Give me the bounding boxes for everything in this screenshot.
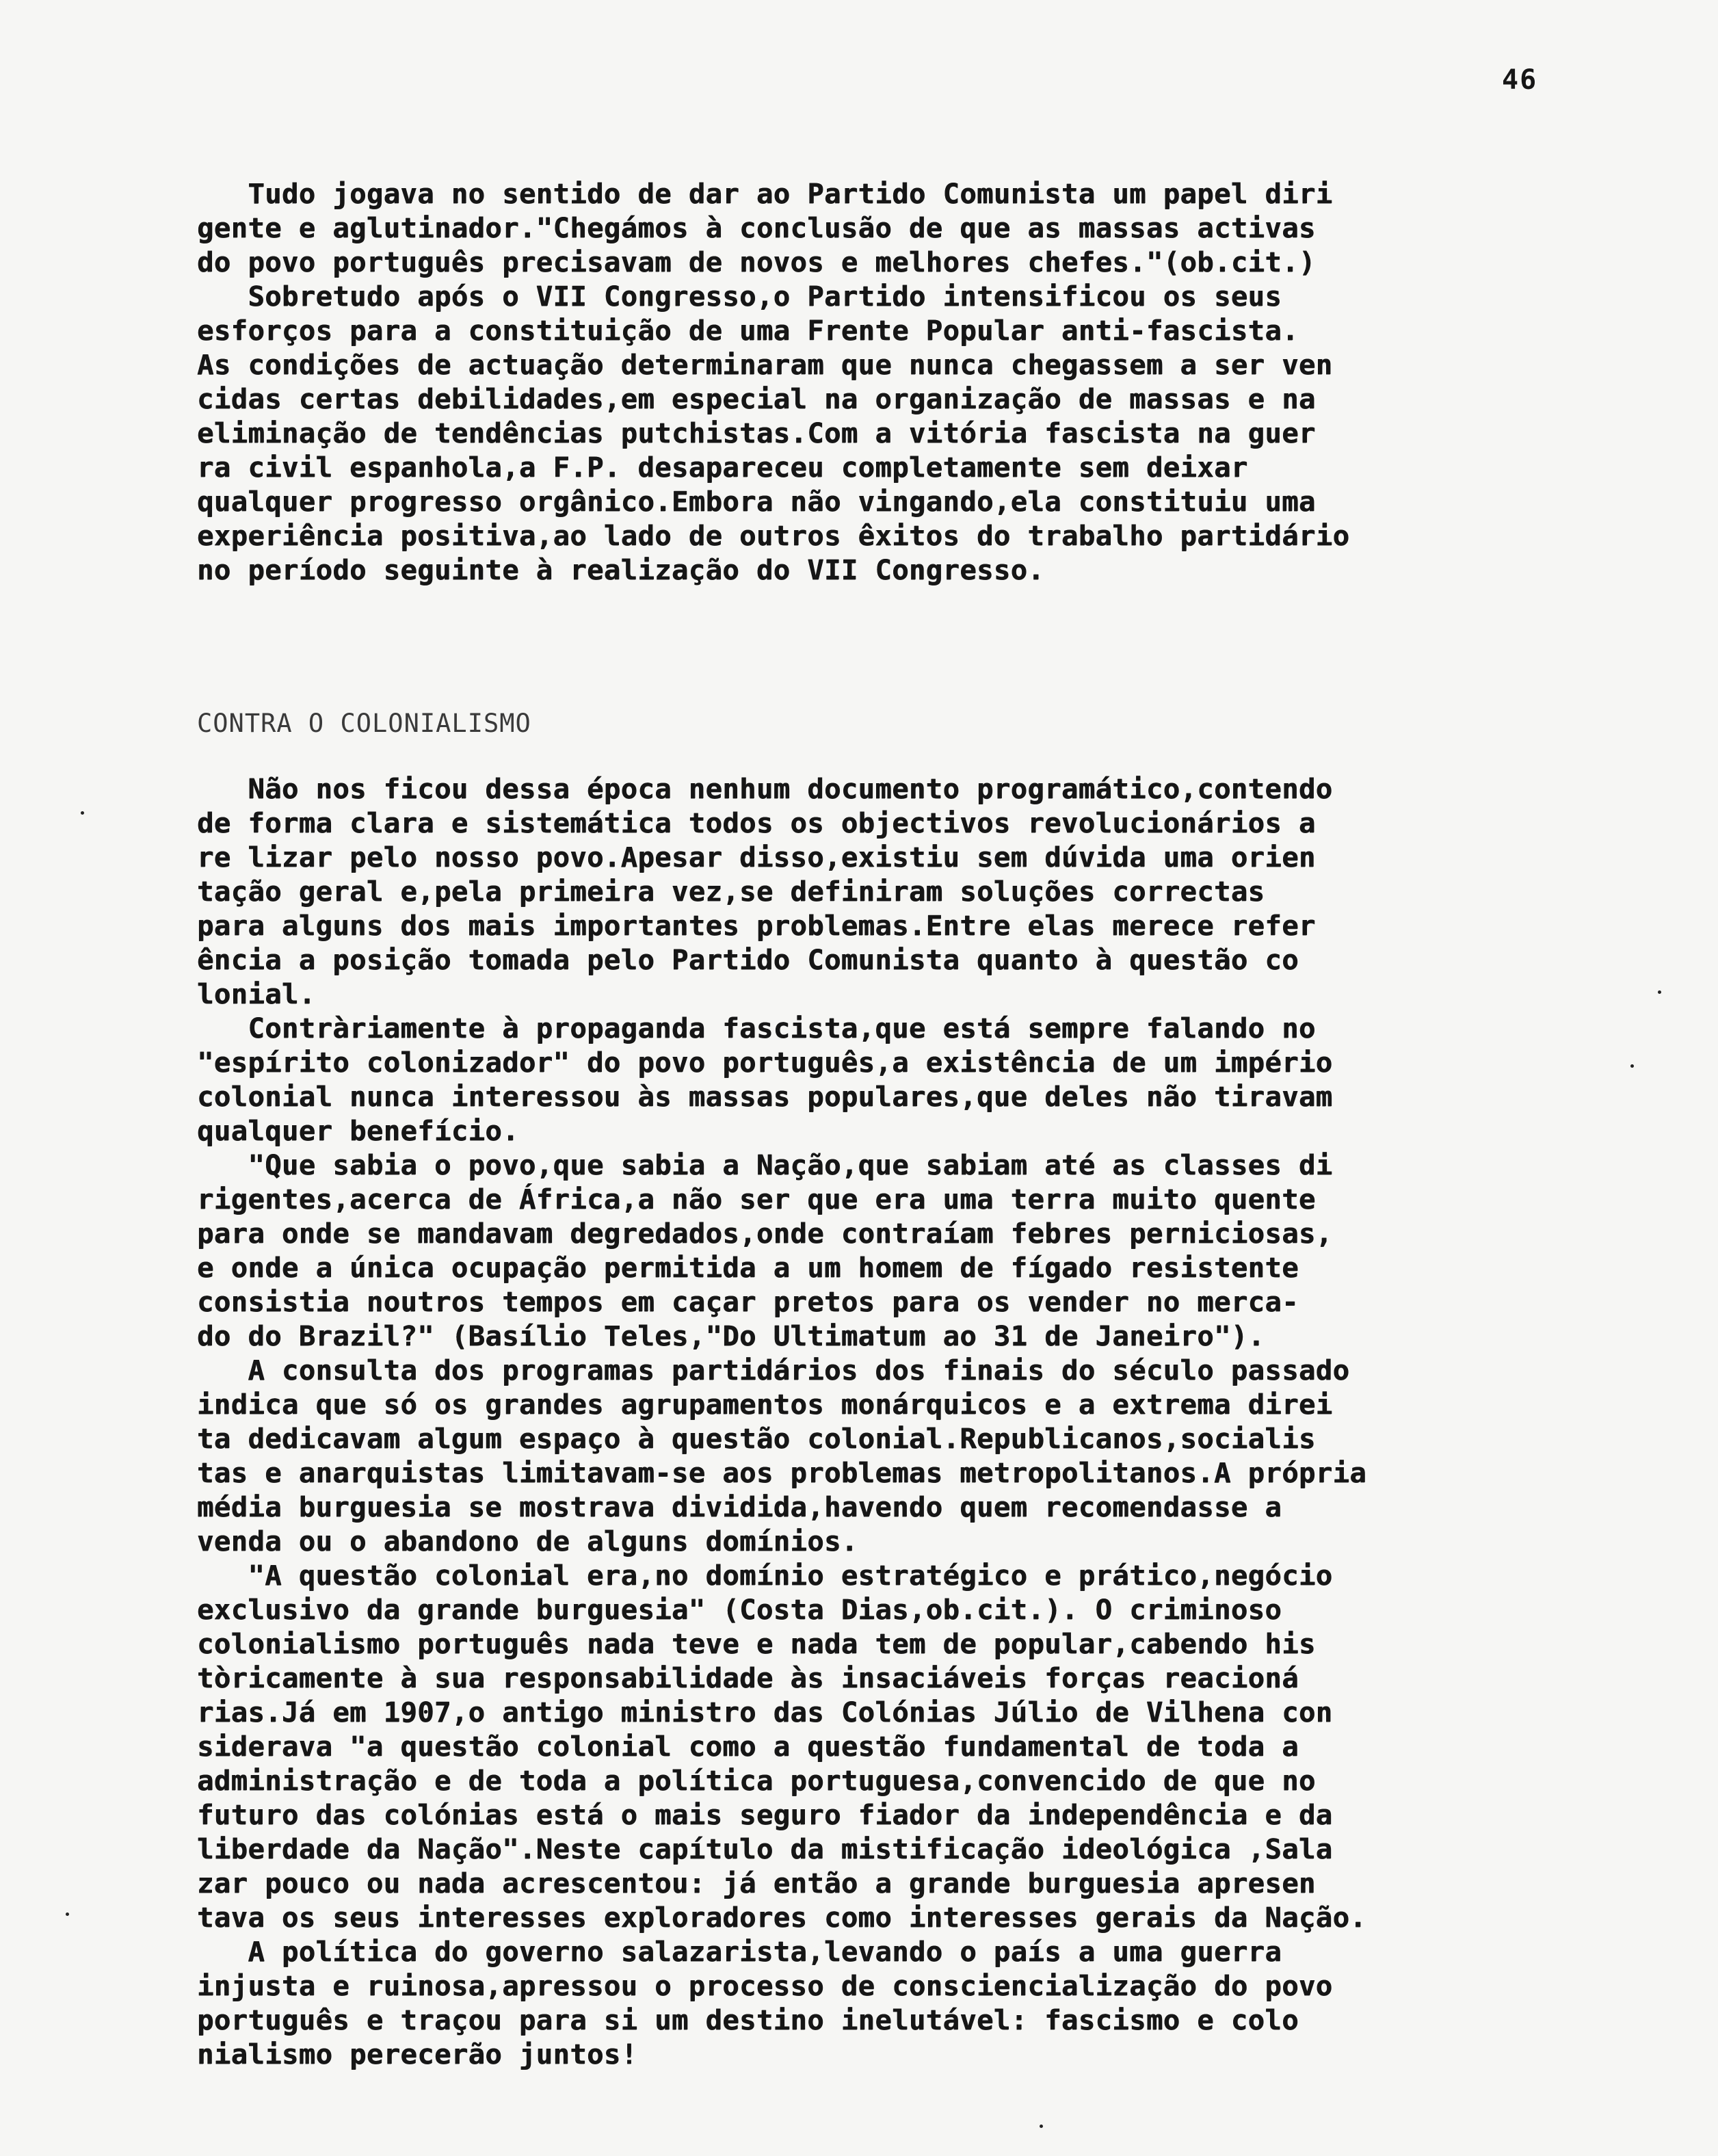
scan-speck [1658, 990, 1661, 994]
text-line: tação geral e,pela primeira vez,se definiram soluções correctas [197, 875, 1265, 908]
text-line: gente e aglutinador."Chegámos à conclusão de que as massas activas [197, 211, 1316, 244]
section-intro [197, 176, 1606, 587]
text-line: português e traçou para si um destino inelutável: fascismo e colo [197, 2003, 1299, 2036]
text-line: siderava "a questão colonial como a questão fundamental de toda a [197, 1730, 1299, 1763]
section-colonialism [197, 772, 1606, 2071]
text-line: futuro das colónias está o mais seguro fiador da independência e da [197, 1798, 1333, 1831]
text-line: zar pouco ou nada acrescentou: já então a grande burguesia apresen [197, 1867, 1316, 1899]
scan-speck [1630, 1064, 1634, 1068]
text-line: Sobretudo após o VII Congresso,o Partido intensificou os seus [197, 280, 1282, 313]
text-line: "espírito colonizador" do povo português,a existência de um império [197, 1046, 1333, 1079]
text-line: As condições de actuação determinaram que nunca chegassem a ser ven [197, 348, 1333, 381]
text-line: do do Brazil?" (Basílio Teles,"Do Ultimatum ao 31 de Janeiro"). [197, 1319, 1265, 1352]
text-line: nialismo perecerão juntos! [197, 2038, 638, 2070]
scan-speck [66, 1912, 69, 1916]
text-line: no período seguinte à realização do VII Congresso. [197, 553, 1045, 586]
scan-speck [81, 811, 84, 815]
text-line: esforços para a constituição de uma Frente Popular anti-fascista. [197, 314, 1299, 347]
text-line: rigentes,acerca de África,a não ser que era uma terra muito quente [197, 1183, 1316, 1215]
text-line: liberdade da Nação".Neste capítulo da mistificação ideológica ,Sala [197, 1832, 1333, 1865]
text-line: Tudo jogava no sentido de dar ao Partido Comunista um papel diri [197, 177, 1333, 210]
text-line: tòricamente à sua responsabilidade às insaciáveis forças reacioná [197, 1661, 1299, 1694]
text-line: injusta e ruinosa,apressou o processo de consciencialização do povo [197, 1969, 1333, 2002]
text-line: Contràriamente à propaganda fascista,que está sempre falando no [197, 1012, 1316, 1044]
text-line: ra civil espanhola,a F.P. desapareceu completamente sem deixar [197, 451, 1248, 484]
text-line: qualquer benefício. [197, 1114, 519, 1147]
text-line: e onde a única ocupação permitida a um homem de fígado resistente [197, 1251, 1299, 1284]
text-line: lonial. [197, 977, 316, 1010]
scan-speck [1040, 2125, 1043, 2128]
text-line: de forma clara e sistemática todos os objectivos revolucionários a [197, 806, 1316, 839]
text-line: A consulta dos programas partidários dos finais do século passado [197, 1354, 1350, 1386]
text-line: indica que só os grandes agrupamentos monárquicos e a extrema direi [197, 1388, 1333, 1421]
text-line: administração e de toda a política portuguesa,convencido de que no [197, 1764, 1316, 1797]
text-line: cidas certas debilidades,em especial na organização de massas e na [197, 382, 1316, 415]
text-line: colonialismo português nada teve e nada tem de popular,cabendo his [197, 1627, 1316, 1660]
text-line: experiência positiva,ao lado de outros êxitos do trabalho partidário [197, 519, 1350, 552]
text-line: Não nos ficou dessa época nenhum documento programático,contendo [197, 772, 1333, 805]
text-line: para alguns dos mais importantes problemas.Entre elas merece refer [197, 909, 1316, 942]
text-line: re lizar pelo nosso povo.Apesar disso,existiu sem dúvida uma orien [197, 841, 1316, 873]
text-line: colonial nunca interessou às massas populares,que deles não tiravam [197, 1080, 1333, 1113]
text-line: para onde se mandavam degredados,onde contraíam febres perniciosas, [197, 1217, 1333, 1250]
text-line: "Que sabia o povo,que sabia a Nação,que sabiam até as classes di [197, 1148, 1333, 1181]
text-line: do povo português precisavam de novos e melhores chefes."(ob.cit.) [197, 246, 1316, 278]
section-heading: CONTRA O COLONIALISMO [197, 709, 531, 738]
text-line: tava os seus interesses exploradores como interesses gerais da Nação. [197, 1901, 1367, 1934]
text-line: A política do governo salazarista,levando o país a uma guerra [197, 1935, 1282, 1968]
text-line: eliminação de tendências putchistas.Com a vitória fascista na guer [197, 417, 1316, 449]
text-line: consistia noutros tempos em caçar pretos para os vender no merca- [197, 1285, 1299, 1318]
text-line: qualquer progresso orgânico.Embora não vingando,ela constituiu uma [197, 485, 1316, 518]
text-line: rias.Já em 1907,o antigo ministro das Colónias Júlio de Vilhena con [197, 1696, 1333, 1728]
text-line: exclusivo da grande burguesia" (Costa Dias,ob.cit.). O criminoso [197, 1593, 1282, 1626]
text-line: tas e anarquistas limitavam-se aos problemas metropolitanos.A própria [197, 1456, 1367, 1489]
text-line: "A questão colonial era,no domínio estratégico e prático,negócio [197, 1559, 1333, 1592]
text-line: venda ou o abandono de alguns domínios. [197, 1525, 858, 1557]
text-line: ta dedicavam algum espaço à questão colonial.Republicanos,socialis [197, 1422, 1316, 1455]
text-line: ência a posição tomada pelo Partido Comunista quanto à questão co [197, 943, 1299, 976]
text-line: média burguesia se mostrava dividida,havendo quem recomendasse a [197, 1490, 1282, 1523]
page-number: 46 [1502, 64, 1538, 96]
